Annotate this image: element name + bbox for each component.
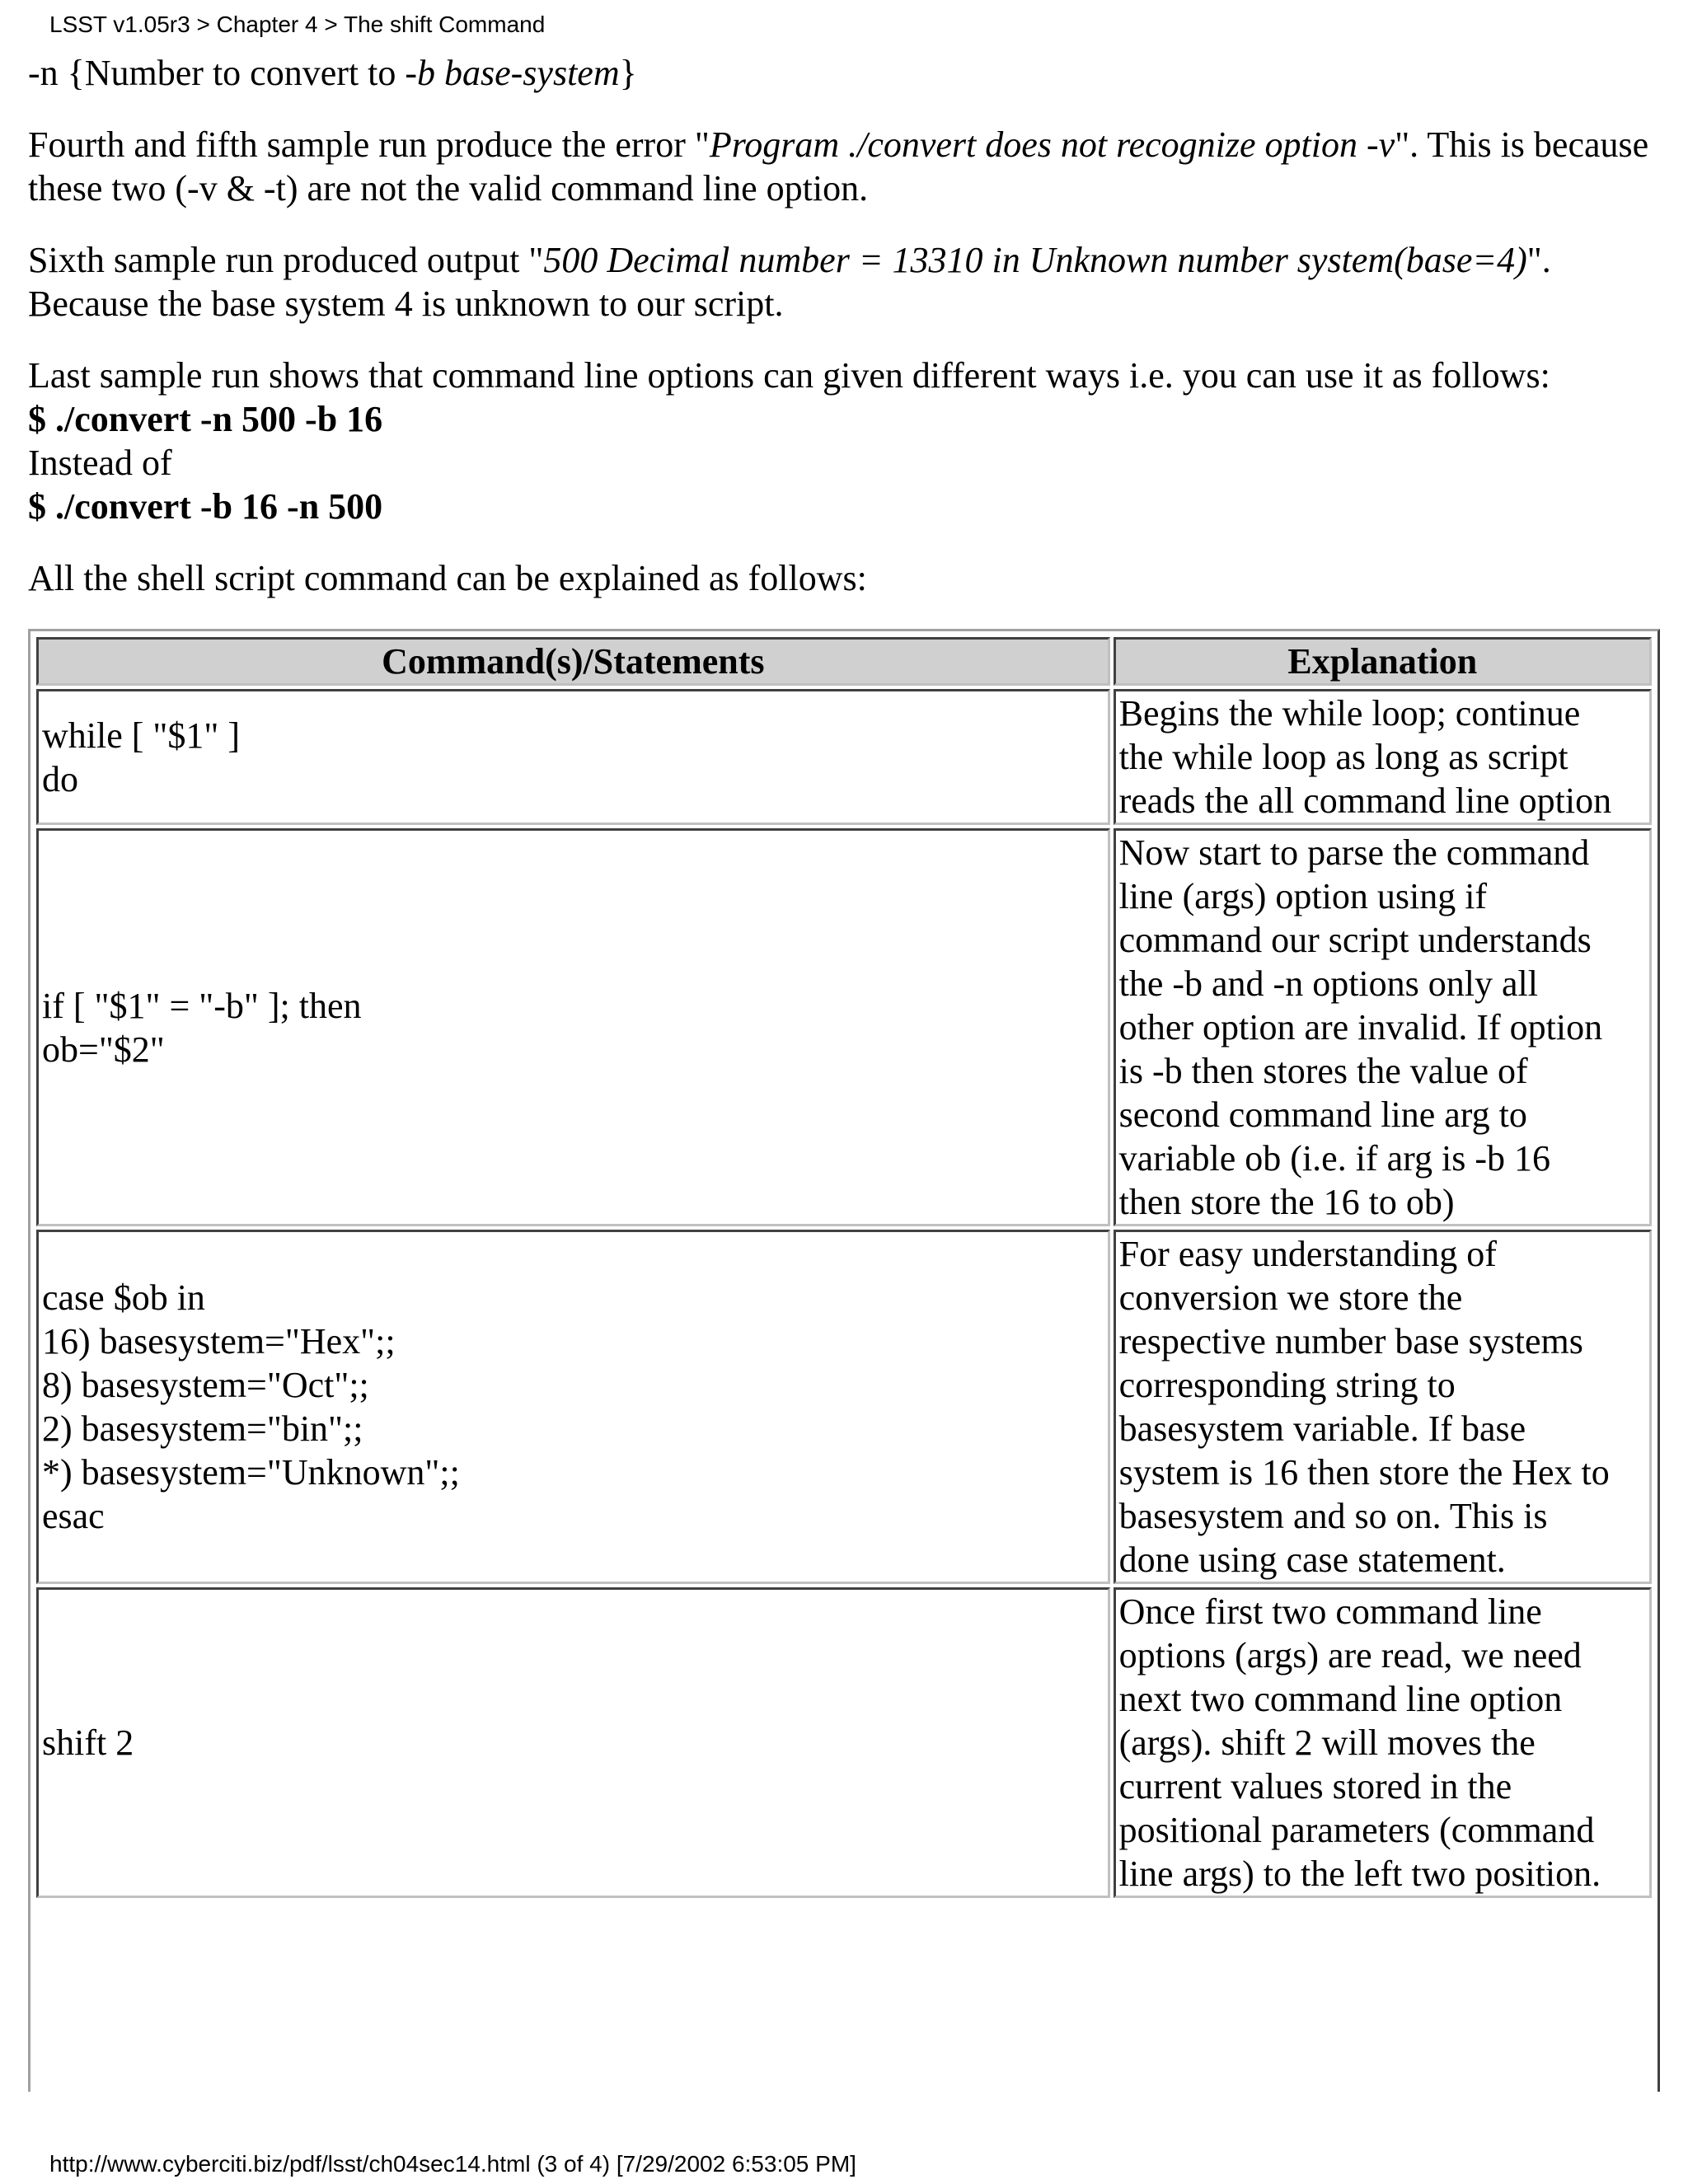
document-body (28, 51, 1660, 600)
explanation-line: next two command line option (1118, 1679, 1563, 1719)
explanation-line: conversion we store the (1118, 1277, 1463, 1318)
command-line: 16) basesystem="Hex";; (42, 1321, 396, 1361)
header-commands: Command(s)/Statements (36, 637, 1110, 686)
header-explanation: Explanation (1114, 637, 1652, 686)
explanation-line: line args) to the left two position. (1118, 1854, 1601, 1894)
command-cell (36, 828, 1110, 1226)
explanation-line: the -b and -n options only all (1118, 963, 1538, 1004)
explanation-line: Once first two command line (1118, 1591, 1542, 1632)
option-n-italic: -b base-system (405, 53, 620, 93)
para2-end: ". Because the base system 4 is unknown to our script. (28, 240, 1551, 324)
explanation-line: positional parameters (command (1118, 1810, 1595, 1850)
option-n-description (28, 51, 1660, 95)
page-footer-url: http://www.cyberciti.biz/pdf/lsst/ch04sec14.html (3 of 4) [7/29/2002 6:53:05 PM] (49, 2151, 856, 2177)
explanation-line: Now start to parse the command (1118, 832, 1590, 873)
explanation-line: system is 16 then store the Hex to (1118, 1452, 1610, 1493)
explanation-line: current values stored in the (1118, 1766, 1512, 1807)
instead-of-label: Instead of (28, 443, 172, 483)
explanation-line: variable ob (i.e. if arg is -b 16 (1118, 1138, 1550, 1179)
command-line: do (42, 758, 78, 799)
explanation-line: Begins the while loop; continue (1118, 693, 1581, 733)
para1-error-message: Program ./convert does not recognize option -v (709, 124, 1395, 165)
explanation-line: reads the all command line option (1118, 780, 1612, 821)
command-line: 2) basesystem="bin";; (42, 1408, 363, 1449)
paragraph-sixth-run (28, 238, 1660, 326)
command-line: 8) basesystem="Oct";; (42, 1365, 369, 1405)
explanation-line: done using case statement. (1118, 1540, 1506, 1580)
explanation-line: other option are invalid. If option (1118, 1007, 1603, 1047)
para1-start: Fourth and fifth sample run produce the error " (28, 124, 710, 165)
command-line: shift 2 (42, 1722, 134, 1763)
explanation-line: basesystem and so on. This is (1118, 1496, 1548, 1536)
explanation-cell (1114, 1230, 1652, 1584)
paragraph-error-explanation (28, 123, 1660, 210)
explanation-line: basesystem variable. If base (1118, 1408, 1526, 1449)
explanation-line: corresponding string to (1118, 1365, 1456, 1405)
paragraph-last-run (28, 354, 1660, 528)
option-n-prefix: -n {Number to convert to (28, 53, 406, 93)
explanation-line: line (args) option using if (1118, 876, 1488, 916)
explanation-line: command our script understands (1118, 920, 1592, 960)
command-line: *) basesystem="Unknown";; (42, 1452, 460, 1493)
command-line: esac (42, 1496, 105, 1536)
explanation-line: (args). shift 2 will moves the (1118, 1722, 1536, 1763)
table-row (36, 1587, 1652, 1898)
command-example-1: $ ./convert -n 500 -b 16 (28, 399, 383, 439)
command-line: ob="$2" (42, 1029, 165, 1070)
para2-start: Sixth sample run produced output " (28, 240, 544, 280)
explanation-line: is -b then stores the value of (1118, 1051, 1528, 1091)
para1-end: ". This is because these two (-v & -t) are not the valid command line option. (28, 124, 1649, 209)
table-header-row (36, 637, 1652, 686)
command-cell (36, 689, 1110, 825)
para3-text: Last sample run shows that command line options can given different ways i.e. you can use it as follows: (28, 355, 1550, 396)
explanation-line: respective number base systems (1118, 1321, 1583, 1361)
command-line: while [ "$1" ] (42, 715, 240, 756)
table-row (36, 689, 1652, 825)
page-header-breadcrumb: LSST v1.05r3 > Chapter 4 > The shift Command (49, 12, 546, 37)
para2-output: 500 Decimal number = 13310 in Unknown number system(base=4) (543, 240, 1527, 280)
explanation-line: options (args) are read, we need (1118, 1635, 1582, 1675)
table-row (36, 1230, 1652, 1584)
explanation-cell (1114, 689, 1652, 825)
option-n-suffix: } (619, 53, 637, 93)
explanation-line: the while loop as long as script (1118, 737, 1568, 777)
command-line: if [ "$1" = "-b" ]; then (42, 985, 362, 1026)
explanation-cell (1114, 1587, 1652, 1898)
explanation-cell (1114, 828, 1652, 1226)
command-cell (36, 1587, 1110, 1898)
explanation-line: For easy understanding of (1118, 1234, 1497, 1274)
command-line: case $ob in (42, 1277, 205, 1318)
paragraph-table-intro: All the shell script command can be explained as follows: (28, 558, 867, 598)
commands-explanation-table (33, 634, 1655, 1901)
command-example-2: $ ./convert -b 16 -n 500 (28, 486, 383, 527)
table-row (36, 828, 1652, 1226)
explanation-line: then store the 16 to ob) (1118, 1182, 1455, 1222)
explanation-line: second command line arg to (1118, 1094, 1527, 1135)
command-cell (36, 1230, 1110, 1584)
